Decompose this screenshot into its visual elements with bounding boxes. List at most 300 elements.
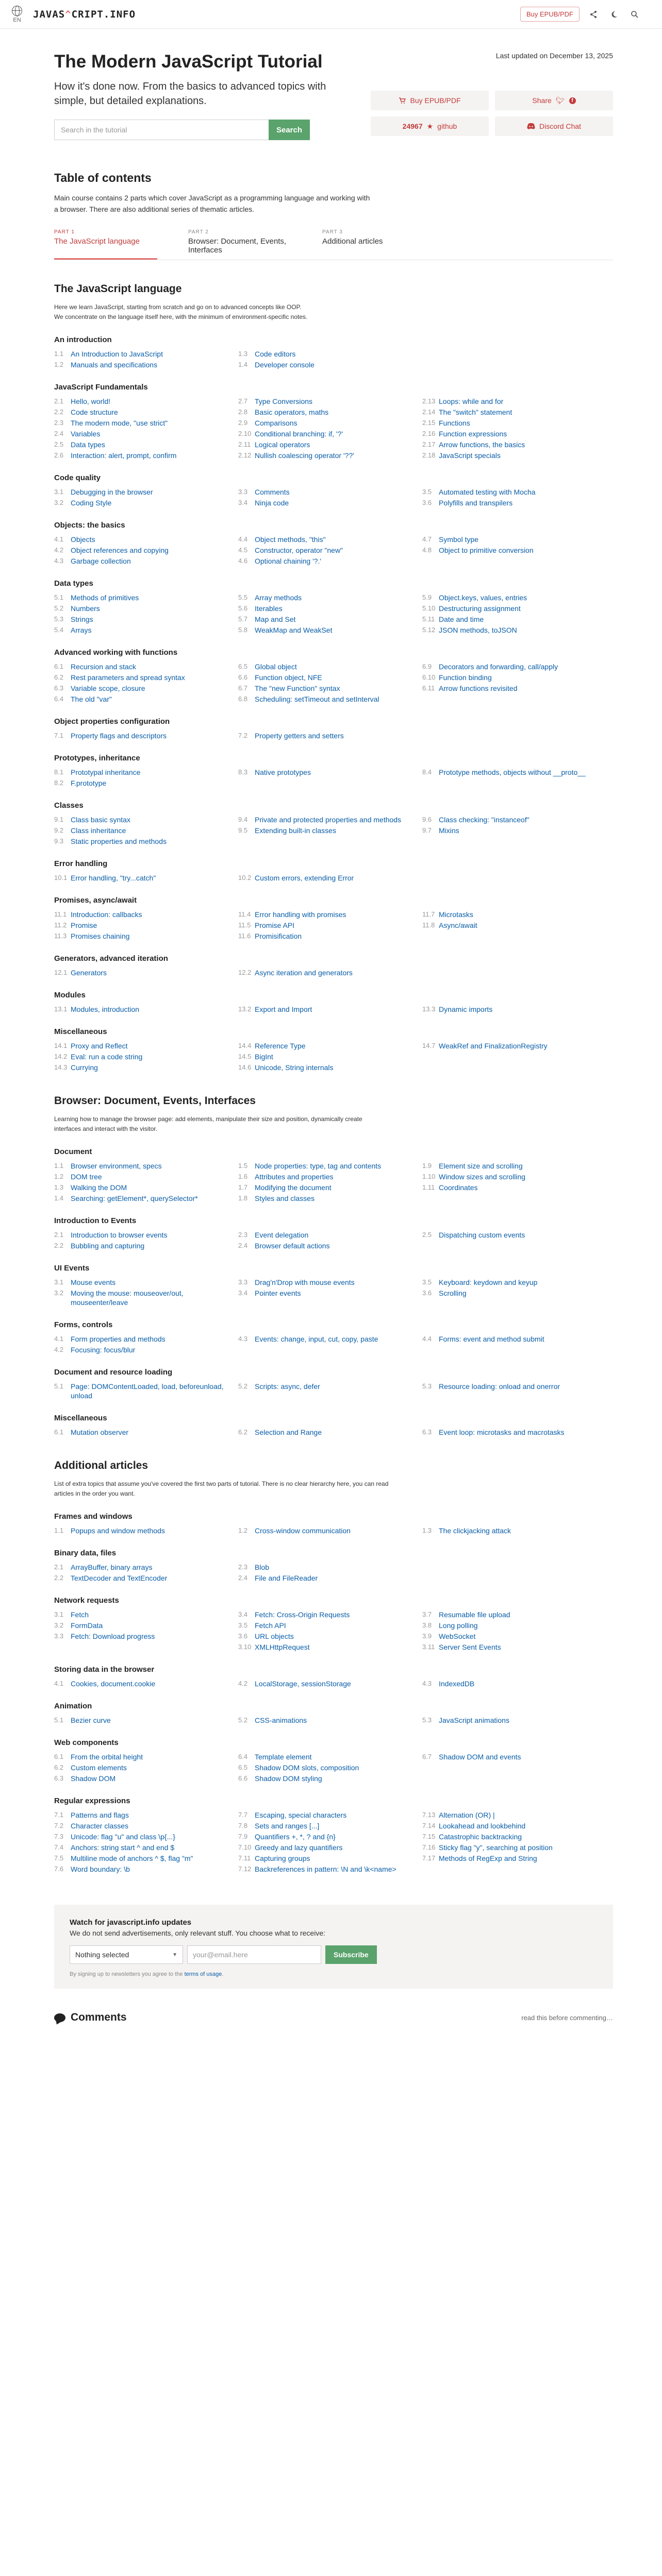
chapter-title[interactable]: Advanced working with functions [54, 648, 178, 657]
newsletter-select[interactable]: Nothing selected ▼ [70, 1945, 183, 1964]
lesson-link[interactable]: Async iteration and generators [255, 969, 353, 977]
lesson-item [54, 1382, 233, 1400]
lesson-link[interactable]: Introduction: callbacks [71, 910, 142, 919]
lesson-link[interactable]: Character classes [71, 1822, 129, 1830]
lesson-link[interactable]: Basic operators, maths [255, 408, 329, 416]
lesson-item [238, 535, 417, 544]
lesson-link[interactable]: Object references and copying [71, 546, 169, 554]
lesson-link[interactable]: Keyboard: keydown and keyup [439, 1278, 538, 1286]
lesson-link[interactable]: Bezier curve [71, 1716, 111, 1724]
lesson-link[interactable]: Form properties and methods [71, 1335, 166, 1343]
lesson-link[interactable]: Promise API [255, 921, 295, 929]
lesson-link[interactable]: Objects [71, 535, 95, 544]
tab-part-3[interactable]: PART 3 Additional articles [322, 229, 383, 246]
lesson-link[interactable]: Async/await [439, 921, 477, 929]
lesson-link[interactable]: Sets and ranges [...] [255, 1822, 320, 1830]
lesson-link[interactable]: Dynamic imports [439, 1005, 493, 1013]
lesson-number: 5.2 [238, 1716, 248, 1724]
lesson-link[interactable]: Interaction: alert, prompt, confirm [71, 451, 177, 460]
lesson-link[interactable]: URL objects [255, 1632, 294, 1640]
lesson-link[interactable]: Events: change, input, cut, copy, paste [255, 1335, 378, 1343]
lesson-link[interactable]: Scheduling: setTimeout and setInterval [255, 695, 379, 703]
lesson-link[interactable]: LocalStorage, sessionStorage [255, 1680, 351, 1688]
lesson-number: 3.2 [54, 1621, 64, 1629]
language-switcher[interactable] [8, 6, 26, 23]
lesson-item [422, 1161, 601, 1171]
lesson-item [238, 1774, 417, 1783]
lesson-item [54, 1716, 233, 1725]
search-icon[interactable] [628, 8, 641, 21]
buy-card[interactable]: Buy EPUB/PDF [371, 91, 489, 110]
chapter-title[interactable]: Frames and windows [54, 1512, 133, 1521]
subscribe-button[interactable]: Subscribe [325, 1945, 377, 1964]
lesson-link[interactable]: Data types [71, 440, 105, 449]
chapter-title[interactable]: Code quality [54, 473, 101, 482]
lesson-link[interactable]: Generators [71, 969, 107, 977]
lesson-link[interactable]: Debugging in the browser [71, 488, 153, 496]
lesson-link[interactable]: Forms: event and method submit [439, 1335, 544, 1343]
lesson-link[interactable]: From the orbital height [71, 1753, 143, 1761]
lesson-item [54, 1810, 233, 1820]
lesson-number: 7.15 [422, 1833, 436, 1840]
lesson-link[interactable]: Variables [71, 430, 101, 438]
lesson-link[interactable]: Symbol type [439, 535, 479, 544]
chapter-title[interactable]: Generators, advanced iteration [54, 954, 168, 963]
lesson-item [422, 349, 601, 359]
lesson-link[interactable]: Reference Type [255, 1042, 306, 1050]
lesson-link[interactable]: Dispatching custom events [439, 1231, 525, 1239]
lesson-link[interactable]: Fetch API [255, 1621, 286, 1630]
lesson-link[interactable]: Shadow DOM and events [439, 1753, 521, 1761]
lesson-item [54, 1428, 233, 1437]
lesson-link[interactable]: Static properties and methods [71, 837, 167, 845]
lesson-number: 2.3 [238, 1231, 248, 1239]
lesson-link[interactable]: Unicode: flag "u" and class \p{...} [71, 1833, 175, 1841]
lesson-link[interactable]: Strings [71, 615, 93, 623]
lesson-link[interactable]: WebSocket [439, 1632, 476, 1640]
chapter-title[interactable]: Regular expressions [54, 1797, 130, 1805]
lesson-number: 14.1 [54, 1042, 68, 1049]
lesson-item [422, 1752, 601, 1761]
lesson-number: 6.10 [422, 673, 436, 681]
site-logo[interactable]: JAVAS^CRIPT.INFO [33, 8, 136, 20]
chapter-title[interactable]: Object properties configuration [54, 717, 170, 726]
lesson-link[interactable]: Arrow functions revisited [439, 684, 518, 692]
lesson-link[interactable]: Page: DOMContentLoaded, load, beforeunload, unload [71, 1382, 224, 1400]
lesson-item [238, 1843, 417, 1852]
lesson-link[interactable]: Capturing groups [255, 1854, 310, 1862]
lesson-link[interactable]: Prototypal inheritance [71, 768, 141, 776]
lesson-link[interactable]: Searching: getElement*, querySelector* [71, 1194, 198, 1202]
lesson-number: 9.3 [54, 837, 64, 845]
chapter-title[interactable]: Network requests [54, 1596, 119, 1605]
lesson-link[interactable]: Code editors [255, 350, 296, 358]
lesson-link[interactable]: File and FileReader [255, 1574, 318, 1582]
lesson-link[interactable]: Moving the mouse: mouseover/out, mouseenter/leave [71, 1289, 184, 1307]
lesson-item [238, 694, 417, 704]
lesson-link[interactable]: Modules, introduction [71, 1005, 140, 1013]
share-icon[interactable] [587, 8, 600, 21]
search-input[interactable] [54, 120, 269, 140]
lesson-link[interactable]: Greedy and lazy quantifiers [255, 1843, 343, 1852]
lesson-link[interactable]: Object.keys, values, entries [439, 594, 527, 602]
lesson-link[interactable]: Shadow DOM styling [255, 1774, 322, 1783]
lesson-link[interactable]: Mixins [439, 826, 459, 835]
lesson-number: 3.6 [238, 1632, 248, 1640]
lesson-number: 11.6 [238, 932, 251, 940]
lesson-link[interactable]: Drag'n'Drop with mouse events [255, 1278, 355, 1286]
lesson-link[interactable]: Fetch [71, 1611, 89, 1619]
chapter-title[interactable]: Document [54, 1147, 92, 1156]
lesson-link[interactable]: Shadow DOM [71, 1774, 116, 1783]
lesson-number: 1.10 [422, 1173, 436, 1180]
tab-part-1[interactable]: PART 1 The JavaScript language [54, 229, 157, 260]
facebook-icon[interactable]: f [569, 97, 576, 104]
lesson-link[interactable]: BigInt [255, 1053, 273, 1061]
lesson-link[interactable]: JSON methods, toJSON [439, 626, 517, 634]
lesson-link[interactable]: Backreferences in pattern: \N and \k<name> [255, 1865, 396, 1873]
lesson-link[interactable]: Arrow functions, the basics [439, 440, 525, 449]
lesson-item [238, 931, 417, 941]
lesson-link[interactable]: The "new Function" syntax [255, 684, 340, 692]
lesson-item [422, 1679, 601, 1688]
lesson-link[interactable]: Manuals and specifications [71, 361, 158, 369]
lesson-item [238, 1573, 417, 1583]
lesson-item [54, 625, 233, 635]
lesson-number: 9.6 [422, 816, 432, 823]
lesson-link[interactable]: Property flags and descriptors [71, 732, 167, 740]
chapter-title[interactable]: Modules [54, 991, 86, 999]
chapter-title[interactable]: Document and resource loading [54, 1368, 173, 1377]
lesson-item [238, 1832, 417, 1841]
lesson-link[interactable]: Bubbling and capturing [71, 1242, 145, 1250]
lesson-link[interactable]: Styles and classes [255, 1194, 315, 1202]
lesson-link[interactable]: Variable scope, closure [71, 684, 145, 692]
lesson-link[interactable]: Decorators and forwarding, call/apply [439, 663, 558, 671]
lesson-link[interactable]: JavaScript animations [439, 1716, 509, 1724]
search-button[interactable]: Search [269, 120, 310, 140]
lesson-number: 2.10 [238, 430, 252, 437]
lesson-number: 1.3 [54, 1183, 64, 1191]
lesson-link[interactable]: Catastrophic backtracking [439, 1833, 522, 1841]
lesson-number: 1.2 [54, 1173, 64, 1180]
lesson-link[interactable]: Iterables [255, 604, 283, 613]
lesson-link[interactable]: Loops: while and for [439, 397, 504, 405]
lesson-link[interactable]: The old "var" [71, 695, 112, 703]
lesson-link[interactable]: Custom elements [71, 1764, 127, 1772]
buy-epub-pdf-button[interactable]: Buy EPUB/PDF [520, 7, 580, 22]
lesson-link[interactable]: Fetch: Cross-Origin Requests [255, 1611, 350, 1619]
lesson-item [54, 360, 233, 369]
chapter-title[interactable]: Binary data, files [54, 1549, 117, 1557]
lesson-link[interactable]: Element size and scrolling [439, 1162, 523, 1170]
lesson-link[interactable]: Blob [255, 1563, 270, 1571]
lesson-link[interactable]: Optional chaining '?.' [255, 557, 322, 565]
lesson-item [54, 1752, 233, 1761]
lesson-link[interactable]: The modern mode, "use strict" [71, 419, 168, 427]
lesson-item [54, 397, 233, 406]
lesson-link[interactable]: Fetch: Download progress [71, 1632, 155, 1640]
lesson-link[interactable]: The "switch" statement [439, 408, 512, 416]
chapter-title[interactable]: Classes [54, 801, 84, 810]
lesson-link[interactable]: Functions [439, 419, 470, 427]
lesson-link[interactable]: Browser default actions [255, 1242, 330, 1250]
lesson-link[interactable]: Global object [255, 663, 297, 671]
lesson-link[interactable]: Methods of RegExp and String [439, 1854, 537, 1862]
lesson-link[interactable]: Scripts: async, defer [255, 1382, 320, 1391]
lesson-link[interactable]: DOM tree [71, 1173, 102, 1181]
lesson-link[interactable]: Walking the DOM [71, 1183, 127, 1192]
lesson-link[interactable]: Coordinates [439, 1183, 478, 1192]
lesson-link[interactable]: XMLHttpRequest [255, 1643, 310, 1651]
chapter [54, 1320, 613, 1354]
lesson-link[interactable]: Nullish coalescing operator '??' [255, 451, 354, 460]
lesson-link[interactable]: Mouse events [71, 1278, 116, 1286]
lesson-item [54, 1563, 233, 1572]
moon-icon[interactable] [607, 8, 621, 21]
lesson-link[interactable]: Rest parameters and spread syntax [71, 673, 185, 682]
lesson-link[interactable]: Selection and Range [255, 1428, 322, 1436]
lesson-link[interactable]: Introduction to browser events [71, 1231, 168, 1239]
lesson-link[interactable]: Event delegation [255, 1231, 309, 1239]
lesson-link[interactable]: Eval: run a code string [71, 1053, 143, 1061]
lesson-link[interactable]: Methods of primitives [71, 594, 139, 602]
lesson-link[interactable]: Cross-window communication [255, 1527, 351, 1535]
chapter-title[interactable]: JavaScript Fundamentals [54, 383, 148, 392]
lesson-link[interactable]: Proxy and Reflect [71, 1042, 128, 1050]
lesson-number: 6.3 [54, 684, 64, 692]
lesson-item [238, 673, 417, 682]
lesson-link[interactable]: Custom errors, extending Error [255, 874, 354, 882]
lesson-link[interactable]: Cookies, document.cookie [71, 1680, 156, 1688]
lesson-link[interactable]: Quantifiers +, *, ? and {n} [255, 1833, 336, 1841]
lesson-link[interactable]: TextDecoder and TextEncoder [71, 1574, 168, 1582]
lesson-item [54, 418, 233, 428]
lesson-item [54, 1763, 233, 1772]
lesson-link[interactable]: Long polling [439, 1621, 478, 1630]
lesson-link[interactable]: Focusing: focus/blur [71, 1346, 136, 1354]
lesson-link[interactable]: Multiline mode of anchors ^ $, flag "m" [71, 1854, 193, 1862]
lesson-link[interactable]: CSS-animations [255, 1716, 307, 1724]
lesson-link[interactable]: Attributes and properties [255, 1173, 334, 1181]
lesson-link[interactable]: Promisification [255, 932, 302, 940]
lesson-item [54, 1230, 233, 1240]
lesson-link[interactable]: Error handling with promises [255, 910, 346, 919]
lesson-link[interactable]: Modifying the document [255, 1183, 332, 1192]
share-card[interactable]: Share 🐦︎ f [495, 91, 613, 110]
lesson-link[interactable]: Numbers [71, 604, 100, 613]
lesson-number: 10.1 [54, 874, 68, 882]
lesson-item [238, 1854, 417, 1863]
lesson-link[interactable]: Property getters and setters [255, 732, 344, 740]
lesson-link[interactable]: Function binding [439, 673, 492, 682]
lesson-link[interactable]: Lookahead and lookbehind [439, 1822, 526, 1830]
chapter-title[interactable]: Miscellaneous [54, 1414, 107, 1422]
lesson-link[interactable]: Microtasks [439, 910, 473, 919]
lesson-item [422, 1610, 601, 1619]
lesson-link[interactable]: Popups and window methods [71, 1527, 165, 1535]
lesson-link[interactable]: Export and Import [255, 1005, 312, 1013]
lesson-link[interactable]: Mutation observer [71, 1428, 129, 1436]
toc-description: Main course contains 2 parts which cover JavaScript as a programming language and working with a browser. There are also additional series of thematic articles. [54, 194, 370, 213]
lesson-link[interactable]: Developer console [255, 361, 315, 369]
chapter [54, 754, 613, 788]
tutorial-parts [54, 283, 613, 1874]
chapter [54, 1027, 613, 1072]
lesson-link[interactable]: Array methods [255, 594, 302, 602]
lesson-item [422, 1382, 601, 1400]
lesson-item [238, 615, 417, 624]
lesson-link[interactable]: Conditional branching: if, '?' [255, 430, 343, 438]
lesson-link[interactable]: Prototype methods, objects without __proto__ [439, 768, 586, 776]
lesson-item [422, 451, 601, 460]
chapter-title[interactable]: An introduction [54, 335, 112, 344]
lesson-link[interactable]: F.prototype [71, 779, 107, 787]
lesson-number: 2.4 [54, 430, 64, 437]
lesson-link[interactable]: Date and time [439, 615, 484, 623]
lesson-link[interactable]: Server Sent Events [439, 1643, 501, 1651]
lesson-link[interactable]: WeakMap and WeakSet [255, 626, 333, 634]
lesson-link[interactable]: Native prototypes [255, 768, 311, 776]
chapter [54, 1702, 613, 1725]
lesson-link[interactable]: Coding Style [71, 499, 112, 507]
lesson-link[interactable]: JavaScript specials [439, 451, 501, 460]
lesson-link[interactable]: An Introduction to JavaScript [71, 350, 163, 358]
chapter-title[interactable]: Storing data in the browser [54, 1665, 155, 1674]
lesson-link[interactable]: FormData [71, 1621, 103, 1630]
chapter [54, 1264, 613, 1307]
chapter-title[interactable]: Forms, controls [54, 1320, 113, 1329]
lesson-link[interactable]: Promises chaining [71, 932, 130, 940]
chapter-title[interactable]: Web components [54, 1738, 119, 1747]
chapter-title[interactable]: Objects: the basics [54, 521, 125, 530]
email-field[interactable] [187, 1945, 321, 1964]
chapter-title[interactable]: Data types [54, 579, 93, 588]
lesson-link[interactable]: Constructor, operator "new" [255, 546, 343, 554]
lesson-link[interactable]: Shadow DOM slots, composition [255, 1764, 359, 1772]
lesson-link[interactable]: Map and Set [255, 615, 296, 623]
lesson-link[interactable]: Node properties: type, tag and contents [255, 1162, 382, 1170]
lesson-number: 1.6 [238, 1173, 248, 1180]
lesson-item [422, 1821, 601, 1831]
lesson-link[interactable]: Polyfills and transpilers [439, 499, 513, 507]
lesson-link[interactable]: Error handling, "try...catch" [71, 874, 156, 882]
lesson-link[interactable]: Function expressions [439, 430, 507, 438]
lesson-link[interactable]: Comparisons [255, 419, 297, 427]
lesson-link[interactable]: Object methods, "this" [255, 535, 326, 544]
lesson-item [54, 815, 233, 824]
lesson-link[interactable]: IndexedDB [439, 1680, 475, 1688]
lesson-link[interactable]: Resumable file upload [439, 1611, 510, 1619]
lesson-item [238, 1865, 417, 1874]
lesson-item [54, 1161, 233, 1171]
lesson-number: 1.4 [54, 1194, 64, 1202]
lesson-link[interactable]: Anchors: string start ^ and end $ [71, 1843, 175, 1852]
lesson-link[interactable]: Arrays [71, 626, 92, 634]
chapter-title[interactable]: Animation [54, 1702, 92, 1710]
lesson-link[interactable]: Garbage collection [71, 557, 131, 565]
lesson-link[interactable]: ArrayBuffer, binary arrays [71, 1563, 153, 1571]
lesson-link[interactable]: Scrolling [439, 1289, 467, 1297]
comment-rules-link[interactable]: read this before commenting… [521, 2013, 613, 2022]
lesson-link[interactable]: Window sizes and scrolling [439, 1173, 526, 1181]
lesson-number: 11.3 [54, 932, 67, 940]
lesson-link[interactable]: Type Conversions [255, 397, 313, 405]
lesson-link[interactable]: The clickjacking attack [439, 1527, 511, 1535]
part-section [54, 1095, 613, 1437]
lesson-link[interactable]: Code structure [71, 408, 118, 416]
chapter-title[interactable]: Prototypes, inheritance [54, 754, 140, 762]
chapter-title[interactable]: Introduction to Events [54, 1216, 137, 1225]
lesson-link[interactable]: Event loop: microtasks and macrotasks [439, 1428, 565, 1436]
lesson-number: 1.3 [422, 1527, 432, 1534]
lesson-link[interactable]: Resource loading: onload and onerror [439, 1382, 560, 1391]
terms-link[interactable]: terms of usage [184, 1971, 222, 1977]
lesson-link[interactable]: Alternation (OR) | [439, 1811, 495, 1819]
lesson-number: 3.1 [54, 488, 64, 496]
lesson-link[interactable]: Browser environment, specs [71, 1162, 162, 1170]
lesson-link[interactable]: Hello, world! [71, 397, 111, 405]
lesson-link[interactable]: Ninja code [255, 499, 289, 507]
lesson-link[interactable]: Pointer events [255, 1289, 301, 1297]
lesson-link[interactable]: WeakRef and FinalizationRegistry [439, 1042, 548, 1050]
chapter-title[interactable]: Miscellaneous [54, 1027, 107, 1036]
lesson-item [238, 1621, 417, 1630]
lesson-link[interactable]: Private and protected properties and methods [255, 816, 402, 824]
part-title: Browser: Document, Events, Interfaces [54, 1095, 256, 1107]
lesson-number: 3.6 [422, 1289, 432, 1297]
lesson-link[interactable]: Unicode, String internals [255, 1063, 334, 1072]
lesson-link[interactable]: Sticky flag "y", searching at position [439, 1843, 553, 1852]
lesson-link[interactable]: Patterns and flags [71, 1811, 129, 1819]
lesson-number: 2.11 [238, 440, 251, 448]
github-card[interactable]: 24967 ★ github [371, 116, 489, 136]
lesson-link[interactable]: Class checking: "instanceof" [439, 816, 529, 824]
lesson-link[interactable]: Comments [255, 488, 290, 496]
lesson-link[interactable]: Promise [71, 921, 97, 929]
chapter-title[interactable]: Promises, async/await [54, 896, 137, 905]
lesson-link[interactable]: Destructuring assignment [439, 604, 521, 613]
lesson-link[interactable]: Automated testing with Mocha [439, 488, 536, 496]
lesson-link[interactable]: Logical operators [255, 440, 310, 449]
lesson-number: 7.1 [54, 732, 64, 739]
chapter-title[interactable]: Error handling [54, 859, 108, 868]
lesson-number: 6.2 [54, 1764, 64, 1771]
lesson-number: 2.2 [54, 408, 64, 416]
lesson-number: 6.4 [54, 695, 64, 703]
lesson-link[interactable]: Extending built-in classes [255, 826, 336, 835]
lesson-link[interactable]: Object to primitive conversion [439, 546, 534, 554]
lesson-number: 2.1 [54, 397, 64, 405]
lesson-number: 3.1 [54, 1278, 64, 1286]
lesson-link[interactable]: Function object, NFE [255, 673, 322, 682]
lesson-item [238, 1428, 417, 1437]
lesson-number: 2.5 [422, 1231, 432, 1239]
tab-part-2[interactable]: PART 2 Browser: Document, Events, Interfaces [188, 229, 287, 255]
lesson-link[interactable]: Template element [255, 1753, 312, 1761]
lesson-link[interactable]: Word boundary: \b [71, 1865, 130, 1873]
lesson-link[interactable]: Class basic syntax [71, 816, 130, 824]
discord-card[interactable]: Discord Chat [495, 116, 613, 136]
lesson-item [54, 837, 233, 846]
chapter [54, 954, 613, 977]
lesson-link[interactable]: Recursion and stack [71, 663, 136, 671]
twitter-icon[interactable]: 🐦︎ [555, 96, 565, 105]
lesson-link[interactable]: Currying [71, 1063, 98, 1072]
chapter-title[interactable]: UI Events [54, 1264, 90, 1273]
lesson-link[interactable]: Escaping, special characters [255, 1811, 347, 1819]
lesson-link[interactable]: Class inheritance [71, 826, 126, 835]
